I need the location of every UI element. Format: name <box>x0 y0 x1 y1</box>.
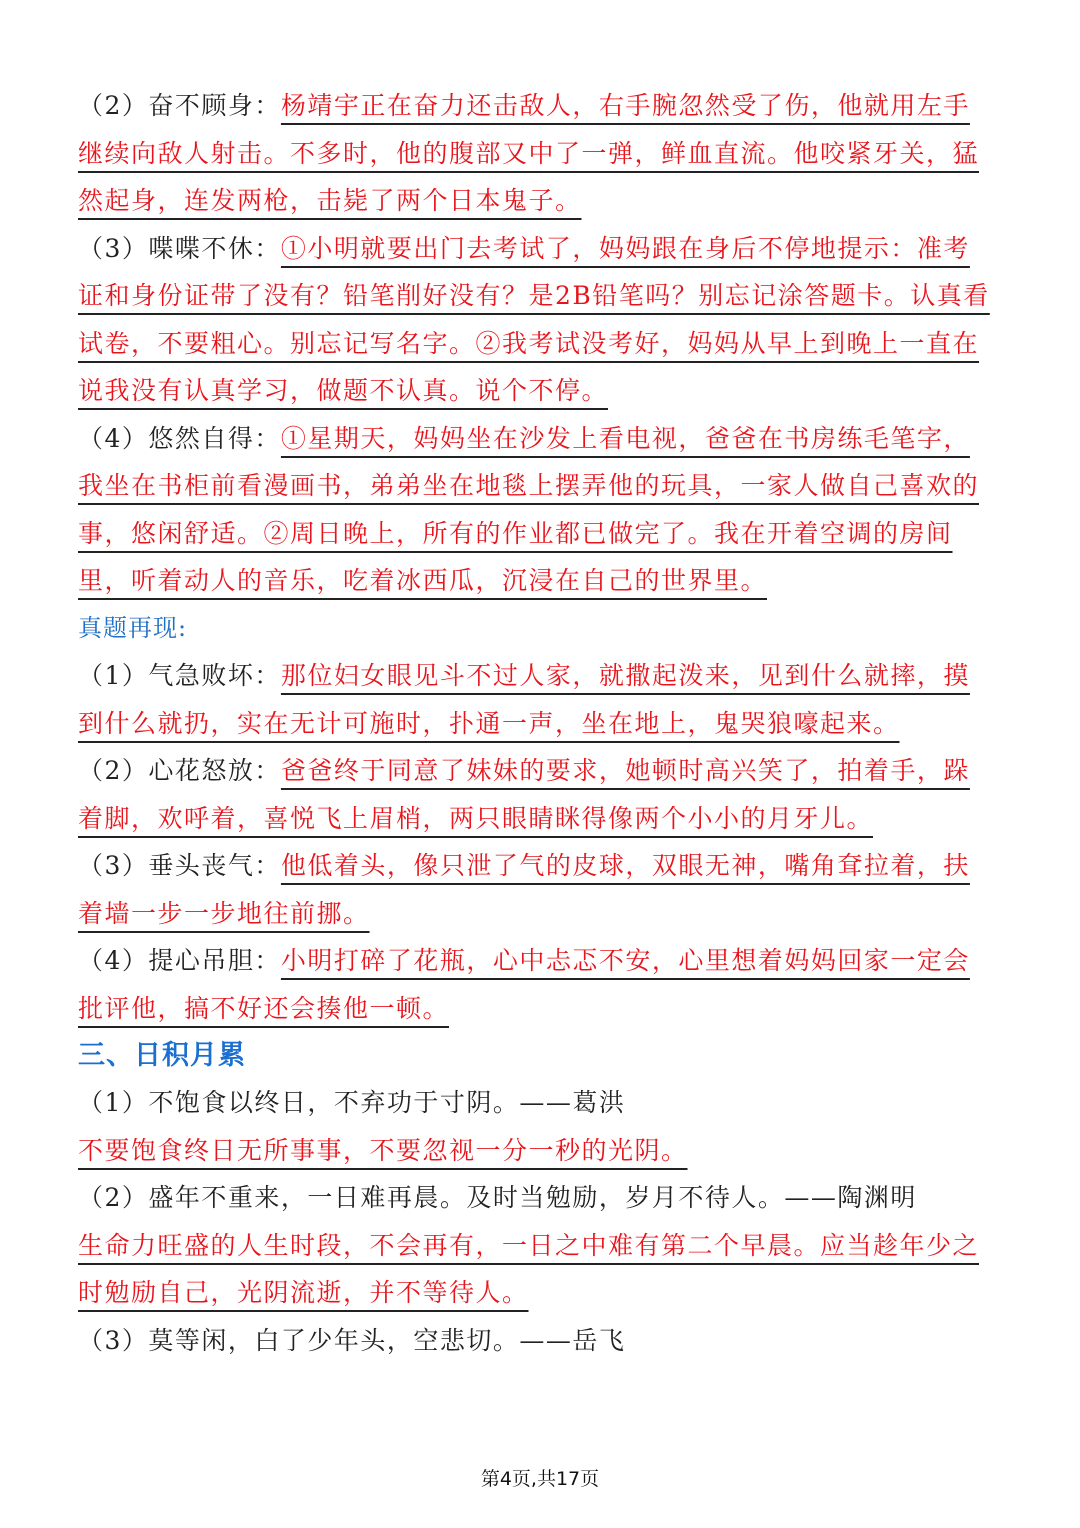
idiom-label: （3）垂头丧气： <box>78 851 281 880</box>
exam-item <box>78 842 994 937</box>
idiom-example: 爸爸终于同意了妹妹的要求，她顿时高兴笑了，拍着手，跺着脚，欢呼着，喜悦飞上眉梢，两只眼睛眯得像两个小小的月牙儿。 <box>78 756 970 833</box>
exam-item <box>78 747 994 842</box>
idiom-label: （1）气急败坏： <box>78 661 281 690</box>
idiom-example: ①星期天，妈妈坐在沙发上看电视，爸爸在书房练毛笔字，我坐在书柜前看漫画书，弟弟坐在地毯上摆弄他的玩具，一家人做自己喜欢的事，悠闲舒适。②周日晚上，所有的作业都已做完了。我在开着空调的房间里，听着动人的音乐，吃着冰西瓜，沉浸在自己的世界里。 <box>78 423 980 595</box>
exam-item <box>78 652 994 747</box>
idiom-item <box>78 225 994 415</box>
section-title: 三、日积月累 <box>78 1040 246 1071</box>
quote-explanation <box>78 1127 994 1175</box>
idiom-example: 他低着头，像只泄了气的皮球，双眼无神，嘴角耷拉着，扶着墙一步一步地往前挪。 <box>78 851 970 928</box>
quote-text: （1）不饱食以终日，不弃功于寸阴。——葛洪 <box>78 1088 626 1117</box>
idiom-example: ①小明就要出门去考试了，妈妈跟在身后不停地提示：准考证和身份证带了没有？铅笔削好没有？是2B铅笔吗？别忘记涂答题卡。认真看试卷，不要粗心。别忘记写名字。②我考试没考好，妈妈从早上到晚上一直在说我没有认真学习，做题不认真。说个不停。 <box>78 233 990 405</box>
quote-text: （2）盛年不重来，一日难再晨。及时当勉励，岁月不待人。——陶渊明 <box>78 1183 917 1212</box>
quote-explanation-text: 生命力旺盛的人生时段，不会再有，一日之中难有第二个早晨。应当趁年少之时勉励自己，光阴流逝，并不等待人。 <box>78 1230 980 1307</box>
idiom-label: （3）喋喋不休： <box>78 233 281 263</box>
idiom-label: （4）提心吊胆： <box>78 946 281 975</box>
document-page <box>78 82 994 1364</box>
idiom-label: （2）心花怒放： <box>78 756 281 785</box>
idiom-item <box>78 415 994 605</box>
idiom-example: 小明打碎了花瓶，心中忐忑不安，心里想着妈妈回家一定会批评他，搞不好还会揍他一顿。 <box>78 946 970 1023</box>
quote-explanation-text: 不要饱食终日无所事事，不要忽视一分一秒的光阴。 <box>78 1135 688 1165</box>
quote-text: （3）莫等闲，白了少年头，空悲切。——岳飞 <box>78 1325 626 1355</box>
idiom-item <box>78 82 994 225</box>
page-number: 第4页,共17页 <box>480 1468 600 1490</box>
idiom-label: （2）奋不顾身： <box>78 91 281 120</box>
idiom-example: 杨靖宇正在奋力还击敌人，右手腕忽然受了伤，他就用左手继续向敌人射击。不多时，他的腹部又中了一弹，鲜血直流。他咬紧牙关，猛然起身，连发两枪，击毙了两个日本鬼子。 <box>78 91 980 215</box>
exam-item <box>78 937 994 1032</box>
idiom-example: 那位妇女眼见斗不过人家，就撒起泼来，见到什么就摔，摸到什么就扔，实在无计可施时，扑通一声，坐在地上，鬼哭狼嚎起来。 <box>78 661 970 738</box>
idiom-label: （4）悠然自得： <box>78 423 281 453</box>
exam-heading: 真题再现: <box>78 613 188 642</box>
quote-explanation <box>78 1222 994 1317</box>
